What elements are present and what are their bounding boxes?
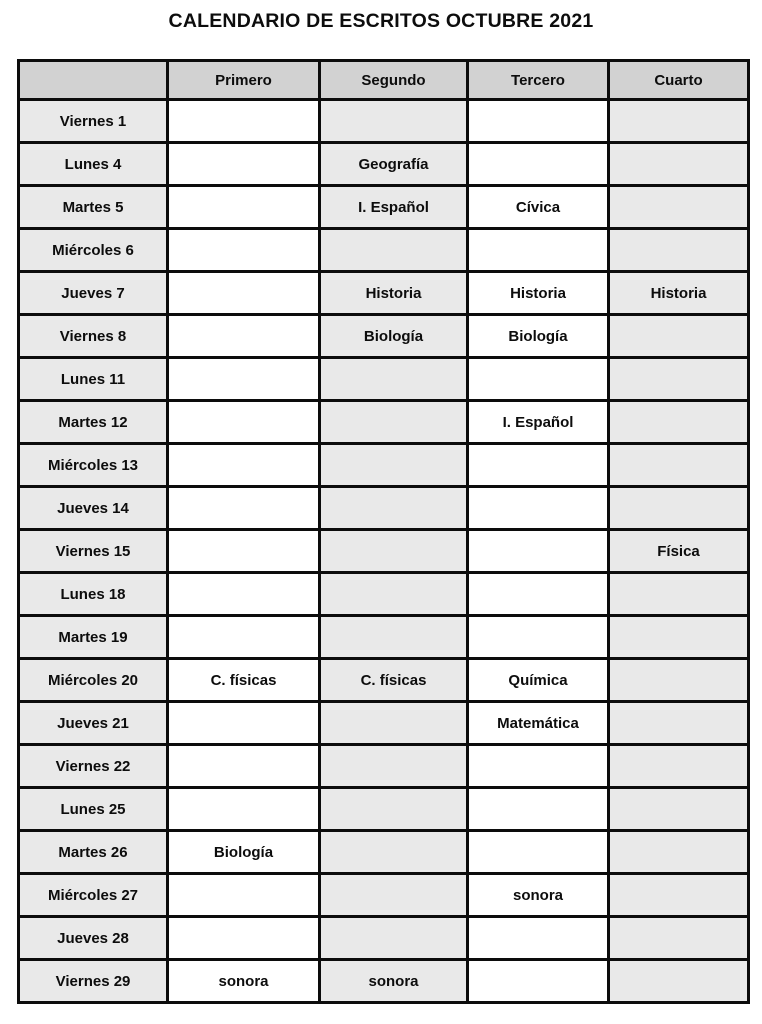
date-cell: Martes 26 bbox=[19, 831, 168, 874]
subject-cell bbox=[320, 530, 468, 573]
table-row bbox=[19, 315, 749, 358]
subject-cell bbox=[168, 444, 320, 487]
subject-cell bbox=[468, 487, 609, 530]
subject-cell bbox=[168, 358, 320, 401]
column-header-cuarto: Cuarto bbox=[609, 61, 749, 100]
subject-cell bbox=[320, 401, 468, 444]
subject-cell bbox=[609, 659, 749, 702]
subject-cell bbox=[168, 315, 320, 358]
date-cell: Miércoles 20 bbox=[19, 659, 168, 702]
subject-cell bbox=[168, 401, 320, 444]
subject-cell bbox=[168, 745, 320, 788]
table-row bbox=[19, 745, 749, 788]
table-row bbox=[19, 788, 749, 831]
table-row bbox=[19, 874, 749, 917]
page-title: CALENDARIO DE ESCRITOS OCTUBRE 2021 bbox=[168, 10, 594, 32]
subject-cell bbox=[320, 702, 468, 745]
subject-cell: Física bbox=[609, 530, 749, 573]
subject-cell bbox=[168, 573, 320, 616]
table-row bbox=[19, 272, 749, 315]
date-cell: Lunes 18 bbox=[19, 573, 168, 616]
calendar-table bbox=[17, 59, 750, 1004]
subject-cell bbox=[609, 616, 749, 659]
table-row bbox=[19, 487, 749, 530]
table-row bbox=[19, 659, 749, 702]
table-row bbox=[19, 573, 749, 616]
subject-cell bbox=[320, 831, 468, 874]
table-row bbox=[19, 831, 749, 874]
subject-cell bbox=[468, 831, 609, 874]
subject-cell bbox=[468, 745, 609, 788]
subject-cell: C. físicas bbox=[320, 659, 468, 702]
subject-cell: Historia bbox=[609, 272, 749, 315]
subject-cell bbox=[320, 229, 468, 272]
column-header-primero: Primero bbox=[168, 61, 320, 100]
subject-cell: Química bbox=[468, 659, 609, 702]
subject-cell bbox=[168, 487, 320, 530]
subject-cell bbox=[320, 616, 468, 659]
subject-cell bbox=[468, 358, 609, 401]
subject-cell bbox=[468, 100, 609, 143]
date-cell: Viernes 8 bbox=[19, 315, 168, 358]
table-row bbox=[19, 444, 749, 487]
subject-cell: Cívica bbox=[468, 186, 609, 229]
table-row bbox=[19, 401, 749, 444]
date-cell: Lunes 4 bbox=[19, 143, 168, 186]
subject-cell bbox=[320, 573, 468, 616]
date-cell: Miércoles 6 bbox=[19, 229, 168, 272]
subject-cell: sonora bbox=[320, 960, 468, 1003]
subject-cell bbox=[609, 229, 749, 272]
subject-cell: Historia bbox=[320, 272, 468, 315]
subject-cell bbox=[468, 616, 609, 659]
subject-cell bbox=[609, 960, 749, 1003]
subject-cell bbox=[320, 874, 468, 917]
subject-cell bbox=[168, 788, 320, 831]
table-row bbox=[19, 917, 749, 960]
subject-cell bbox=[609, 831, 749, 874]
table-row bbox=[19, 358, 749, 401]
subject-cell bbox=[320, 487, 468, 530]
date-cell: Jueves 7 bbox=[19, 272, 168, 315]
column-header-dates bbox=[19, 61, 168, 100]
subject-cell bbox=[468, 444, 609, 487]
subject-cell bbox=[168, 874, 320, 917]
subject-cell bbox=[609, 358, 749, 401]
subject-cell bbox=[468, 229, 609, 272]
subject-cell: Biología bbox=[320, 315, 468, 358]
date-cell: Miércoles 27 bbox=[19, 874, 168, 917]
subject-cell: Biología bbox=[468, 315, 609, 358]
calendar-body bbox=[19, 100, 749, 1003]
subject-cell bbox=[320, 444, 468, 487]
subject-cell bbox=[609, 186, 749, 229]
subject-cell bbox=[168, 100, 320, 143]
subject-cell bbox=[468, 530, 609, 573]
date-cell: Viernes 15 bbox=[19, 530, 168, 573]
table-row bbox=[19, 616, 749, 659]
subject-cell: Matemática bbox=[468, 702, 609, 745]
subject-cell bbox=[468, 788, 609, 831]
date-cell: Martes 12 bbox=[19, 401, 168, 444]
date-cell: Miércoles 13 bbox=[19, 444, 168, 487]
subject-cell bbox=[168, 917, 320, 960]
subject-cell: sonora bbox=[168, 960, 320, 1003]
subject-cell bbox=[320, 745, 468, 788]
subject-cell bbox=[609, 917, 749, 960]
subject-cell bbox=[320, 358, 468, 401]
date-cell: Jueves 14 bbox=[19, 487, 168, 530]
table-row bbox=[19, 186, 749, 229]
subject-cell bbox=[609, 573, 749, 616]
date-cell: Viernes 29 bbox=[19, 960, 168, 1003]
calendar-header bbox=[19, 61, 749, 100]
subject-cell: Biología bbox=[168, 831, 320, 874]
subject-cell bbox=[468, 917, 609, 960]
subject-cell bbox=[168, 143, 320, 186]
subject-cell: I. Español bbox=[320, 186, 468, 229]
date-cell: Viernes 1 bbox=[19, 100, 168, 143]
subject-cell bbox=[609, 100, 749, 143]
subject-cell bbox=[320, 788, 468, 831]
column-header-segundo: Segundo bbox=[320, 61, 468, 100]
header-row bbox=[19, 61, 749, 100]
subject-cell bbox=[468, 960, 609, 1003]
subject-cell bbox=[468, 143, 609, 186]
subject-cell bbox=[468, 573, 609, 616]
subject-cell bbox=[609, 315, 749, 358]
table-row bbox=[19, 229, 749, 272]
date-cell: Lunes 11 bbox=[19, 358, 168, 401]
subject-cell bbox=[168, 616, 320, 659]
subject-cell bbox=[609, 444, 749, 487]
subject-cell: C. físicas bbox=[168, 659, 320, 702]
subject-cell bbox=[609, 745, 749, 788]
subject-cell bbox=[609, 874, 749, 917]
subject-cell bbox=[168, 186, 320, 229]
subject-cell: Historia bbox=[468, 272, 609, 315]
subject-cell bbox=[609, 702, 749, 745]
subject-cell: Geografía bbox=[320, 143, 468, 186]
table-row bbox=[19, 702, 749, 745]
subject-cell bbox=[609, 143, 749, 186]
date-cell: Martes 5 bbox=[19, 186, 168, 229]
subject-cell bbox=[609, 788, 749, 831]
date-cell: Lunes 25 bbox=[19, 788, 168, 831]
subject-cell bbox=[168, 530, 320, 573]
date-cell: Martes 19 bbox=[19, 616, 168, 659]
column-header-tercero: Tercero bbox=[468, 61, 609, 100]
table-row bbox=[19, 143, 749, 186]
subject-cell bbox=[168, 702, 320, 745]
subject-cell bbox=[320, 917, 468, 960]
subject-cell: sonora bbox=[468, 874, 609, 917]
date-cell: Jueves 28 bbox=[19, 917, 168, 960]
table-row bbox=[19, 100, 749, 143]
table-row bbox=[19, 960, 749, 1003]
subject-cell: I. Español bbox=[468, 401, 609, 444]
subject-cell bbox=[168, 272, 320, 315]
subject-cell bbox=[320, 100, 468, 143]
subject-cell bbox=[609, 401, 749, 444]
table-row bbox=[19, 530, 749, 573]
subject-cell bbox=[609, 487, 749, 530]
date-cell: Viernes 22 bbox=[19, 745, 168, 788]
subject-cell bbox=[168, 229, 320, 272]
date-cell: Jueves 21 bbox=[19, 702, 168, 745]
